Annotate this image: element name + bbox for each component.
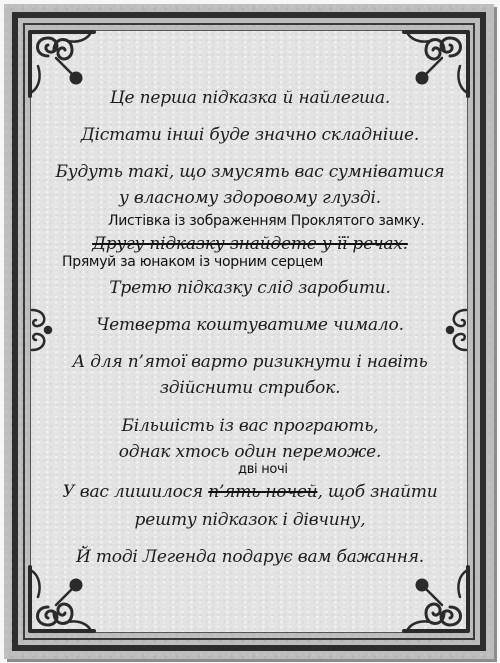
corner-ornament-bottom-left [24,559,102,637]
card-line-8: А для п’ятої варто ризикнути і навіть [72,352,428,372]
card-line-3: Будуть такі, що змусять вас сумніватися [55,162,445,182]
line-12-end: , щоб знайти [317,482,438,502]
card-line-9: здійснити стрибок. [159,378,341,398]
card-line-1: Це перша підказка й найлегша. [109,88,391,108]
card-line-12 [0,482,500,502]
card-line-7: Четверта коштуватиме чимало. [96,315,404,335]
card-line-4: у власному здоровому глузді. [119,188,381,208]
struck-five-nights: п’ять ночей [208,482,318,502]
card-line-10: Більшість із вас програють, [121,416,379,436]
card-line-2: Дістати інші буде значно складніше. [80,125,420,145]
handwritten-note-youth: Прямуй за юнаком із чорним серцем [62,254,324,270]
line-12-start: У вас лишилося [62,482,203,502]
card-line-14: Й тоді Легенда подарує вам бажання. [76,547,424,567]
handwritten-note-nights: дві ночі [238,462,288,477]
card-line-5-struck: Другу підказку знайдете у її речах. [92,234,408,254]
handwritten-note-castle: Листівка із зображенням Проклятого замку. [108,213,425,229]
card-line-11: однак хтось один переможе. [118,442,382,462]
card-line-6: Третю підказку слід заробити. [109,278,391,298]
corner-ornament-bottom-right [396,559,474,637]
card-line-13: решту підказок і дівчину, [134,510,366,530]
